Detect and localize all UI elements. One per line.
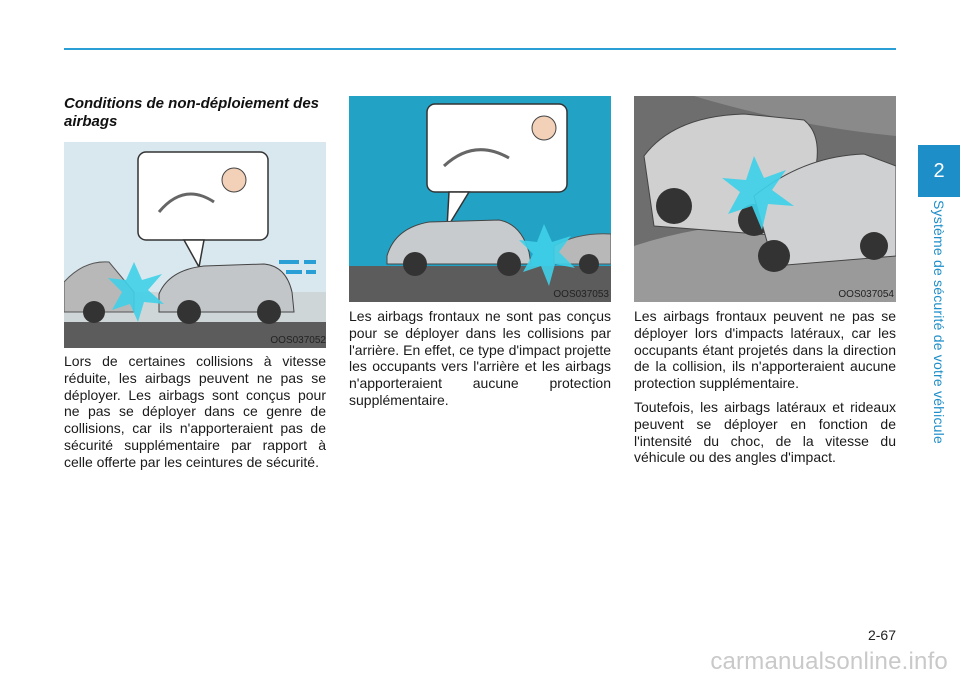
figure-3-code: OOS037054 <box>838 289 894 300</box>
watermark: carmanualsonline.info <box>710 648 948 675</box>
figure-2-code: OOS037053 <box>553 289 609 300</box>
page-number: 2-67 <box>867 627 896 643</box>
paragraph: Toutefois, les airbags latéraux et rideaux peuvent se déployer en fonction de l'intensité du choc, de la vitesse du véhicule ou des angles d'impact. <box>634 398 896 466</box>
paragraph: Les airbags frontaux ne sont pas conçus pour se déployer dans les collisions par l'arrière. En effet, ce type d'impact projette les occupants vers l'arrière et les airbags n'apporteraient aucune protection supplémentaire. <box>349 308 611 408</box>
figure-2 <box>349 96 611 302</box>
figure-1-code: OOS037052 <box>270 335 326 346</box>
chapter-number: 2 <box>933 160 945 182</box>
column-2-text <box>349 308 611 416</box>
chapter-tab <box>918 145 960 197</box>
paragraph: Lors de certaines collisions à vitesse réduite, les airbags peuvent ne pas se déployer. Les airbags sont conçus pour ne pas se déployer dans ce genre de collisions, car ils n'apporteraient pas de sécurité supplémentaire par rapport à celle offerte par les ceintures de sécurité. <box>64 353 326 470</box>
column-1-text <box>64 353 326 478</box>
figure-1 <box>64 142 326 348</box>
section-heading: Conditions de non-déploiement des airbags <box>64 95 319 130</box>
column-3-text <box>634 308 896 473</box>
chapter-title-vertical <box>918 200 960 460</box>
paragraph: Les airbags frontaux peuvent ne pas se déployer lors d'impacts latéraux, car les occupants étant projetés dans la direction de la collision, ils n'apporteraient aucune protection supplémentaire. <box>634 308 896 392</box>
figure-2-illustration <box>349 96 611 302</box>
top-rule <box>64 48 896 50</box>
chapter-title: Système de sécurité de votre véhicule <box>931 200 947 444</box>
figure-1-illustration <box>64 142 326 348</box>
figure-3-illustration <box>634 96 896 302</box>
figure-3 <box>634 96 896 302</box>
